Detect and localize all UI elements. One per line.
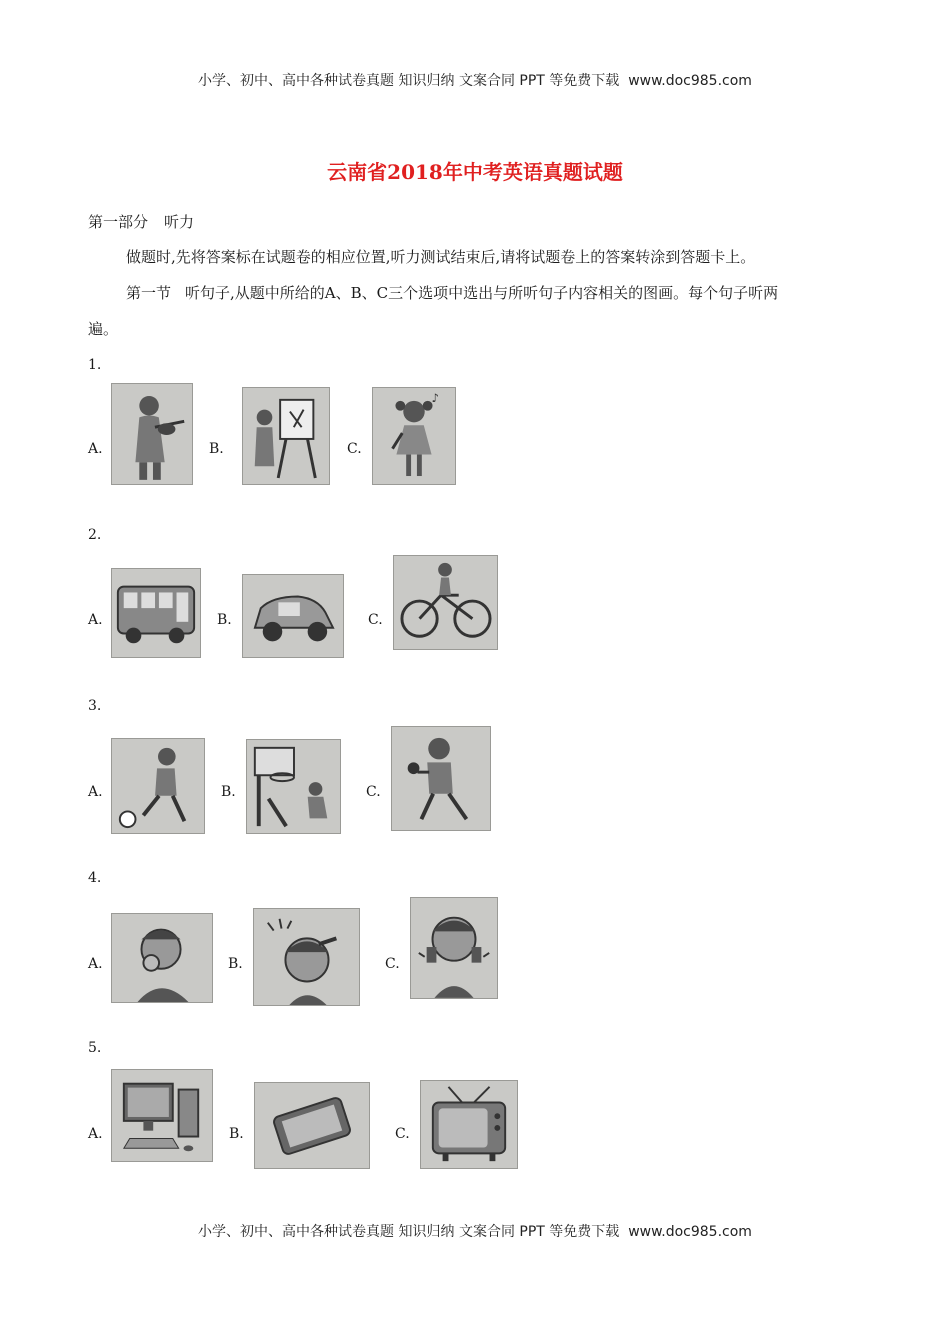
question-4-number: 4. [88,870,102,886]
boy-toothache-icon[interactable] [410,897,498,999]
option-label: A. [88,784,103,800]
option-label: C. [347,441,362,457]
question-1-number: 1. [88,357,102,373]
section-text: 听句子,从题中所给的A、B、C三个选项中选出与所听句子内容相关的图画。每个句子听两 [185,284,779,302]
boy-playing-ping-pong-icon[interactable] [391,726,491,831]
section-label: 第一节 [126,284,172,302]
part-label: 第一部分 [88,213,149,231]
option-label: B. [228,956,243,972]
question-5-number: 5. [88,1040,102,1056]
girl-singing-icon[interactable] [372,387,456,485]
option-label: A. [88,956,103,972]
option-label: B. [209,441,224,457]
girl-painting-easel-icon[interactable] [242,387,330,485]
option-label: C. [385,956,400,972]
footer-banner-text: 小学、初中、高中各种试卷真题 知识归纳 文案合同 PPT 等免费下载 [198,1224,620,1240]
boy-playing-basketball-icon[interactable] [246,739,341,834]
part-heading [88,211,194,232]
header-banner [0,70,950,90]
option-label: A. [88,441,103,457]
section-heading [126,282,778,303]
part-name: 听力 [164,213,195,231]
car-icon[interactable] [242,574,344,658]
option-label: B. [217,612,232,628]
option-label: B. [229,1126,244,1142]
desktop-computer-icon[interactable] [111,1069,213,1162]
header-banner-text: 小学、初中、高中各种试卷真题 知识归纳 文案合同 PPT 等免费下载 [198,73,620,89]
option-label: B. [221,784,236,800]
instruction-text: 做题时,先将答案标在试题卷的相应位置,听力测试结束后,请将试题卷上的答案转涂到答题卡上。 [126,248,756,266]
man-coughing-icon[interactable] [111,913,213,1003]
television-icon[interactable] [420,1080,518,1169]
header-url-link[interactable]: www.doc985.com [628,73,752,89]
option-label: C. [368,612,383,628]
boy-playing-football-icon[interactable] [111,738,205,834]
section-text-continued: 遍。 [88,320,119,338]
svg-text:♪: ♪ [431,390,440,405]
option-label: A. [88,612,103,628]
girl-playing-violin-icon[interactable] [111,383,193,485]
option-label: A. [88,1126,103,1142]
footer-url-link[interactable]: www.doc985.com [628,1224,752,1240]
question-3-number: 3. [88,698,102,714]
option-label: C. [366,784,381,800]
footer-banner [0,1221,950,1241]
page-title: 云南省2018年中考英语真题试题 [327,160,623,184]
smartphone-icon[interactable] [254,1082,370,1169]
question-2-number: 2. [88,527,102,543]
bicycle-rider-icon[interactable] [393,555,498,650]
option-label: C. [395,1126,410,1142]
boy-headache-icon[interactable] [253,908,360,1006]
bus-icon[interactable] [111,568,201,658]
